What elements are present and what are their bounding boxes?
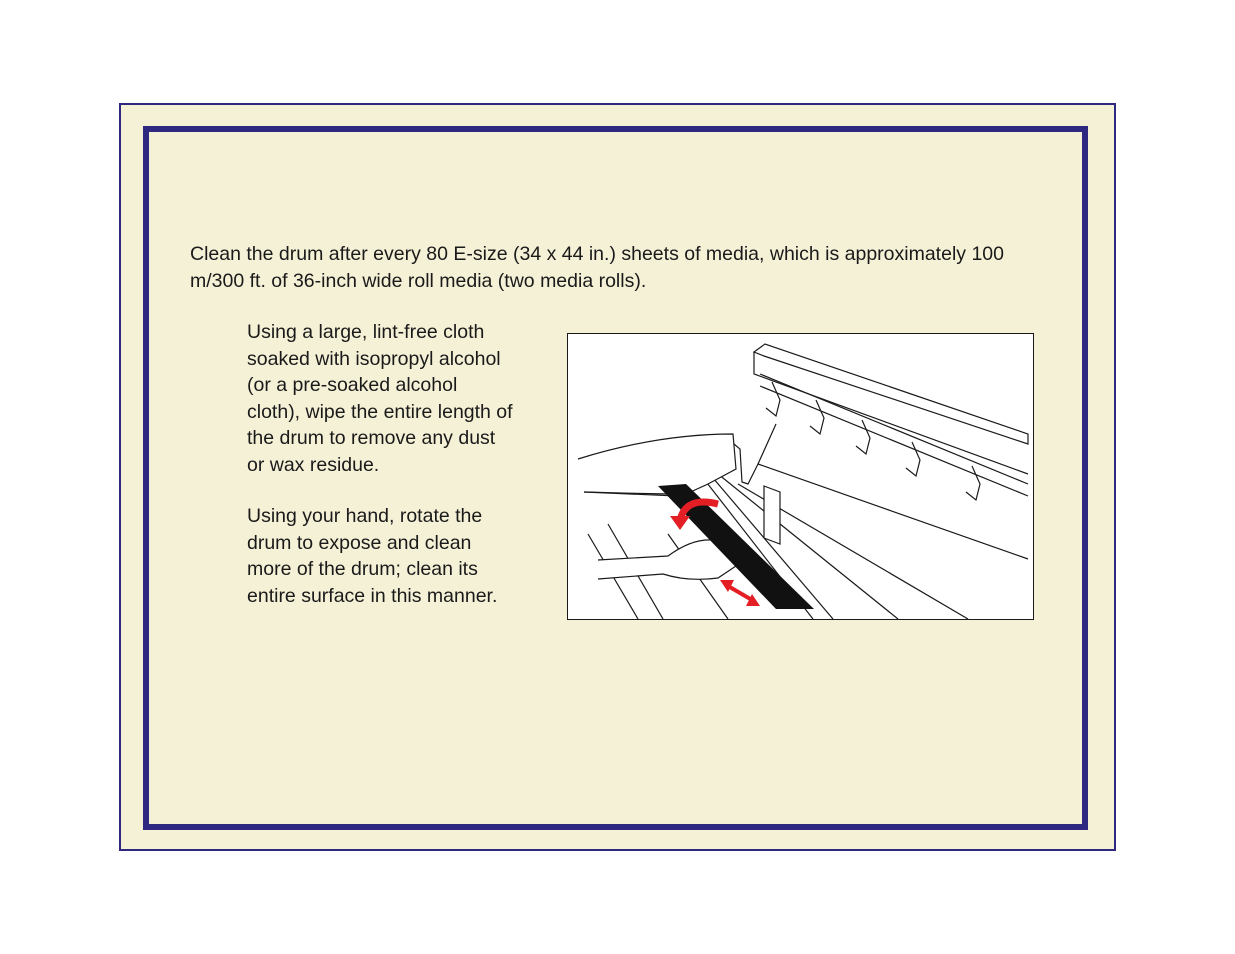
drum-cleaning-illustration bbox=[567, 333, 1034, 620]
intro-paragraph: Clean the drum after every 80 E-size (34 x 44 in.) sheets of media, which is approximately 100 m/300 ft. of 36-inch wide roll media (two media rolls). bbox=[190, 243, 1004, 292]
drum-cleaning-drawing bbox=[568, 334, 1033, 619]
step-wipe-drum: Using a large, lint-free cloth soaked with isopropyl alcohol (or a pre-soaked alcohol cloth), wipe the entire length of the drum to remove any dust or wax residue. bbox=[247, 321, 513, 476]
outer-frame bbox=[119, 103, 1116, 851]
step-rotate-drum: Using your hand, rotate the drum to expose and clean more of the drum; clean its entire surface in this manner. bbox=[247, 505, 498, 607]
